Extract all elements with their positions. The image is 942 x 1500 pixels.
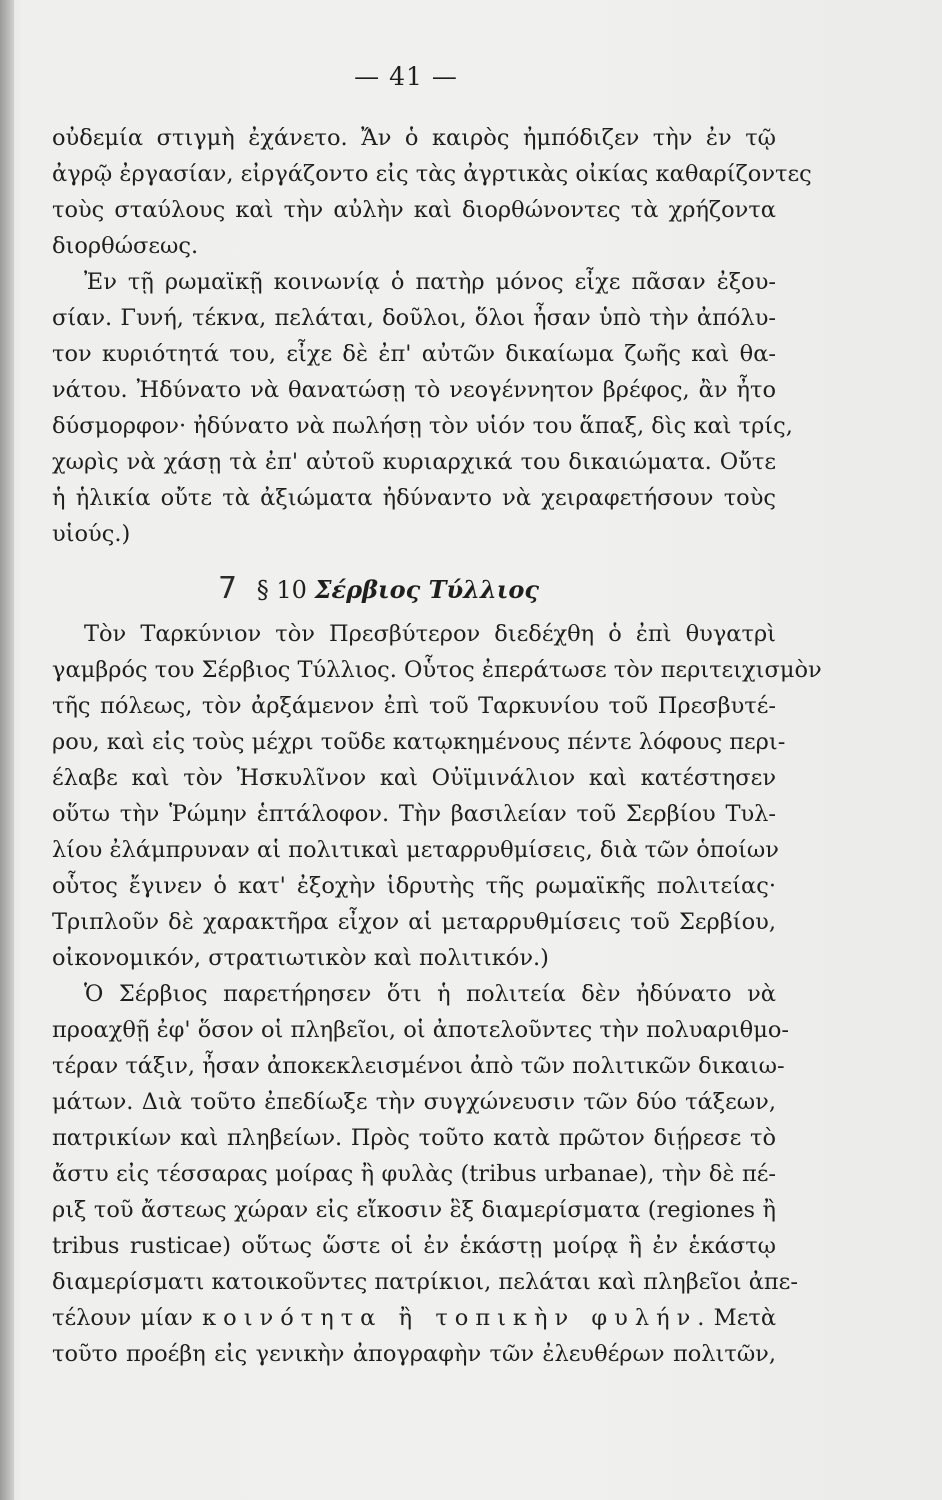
text-line: διαμερίσματι κατοικοῦντες πατρίκιοι, πελάται καὶ πληβεῖοι ἀπε- [52,1269,798,1295]
text-line: ρου, καὶ εἰς τοὺς μέχρι τοῦδε κατῳκημένους πέντε λόφους περι- [52,729,786,755]
text-line-spaced [52,1302,776,1334]
text-line: σίαν. Γυνή, τέκνα, πελάται, δοῦλοι, ὅλοι ἦσαν ὑπὸ τὴν ἀπόλυ- [52,305,776,331]
text-line: ἄστυ εἰς τέσσαρας μοίρας ἢ φυλὰς (tribus urbanae), τὴν δὲ πέ- [52,1161,776,1187]
text-line: τέραν τάξιν, ἦσαν ἀποκεκλεισμένοι ἀπὸ τῶν πολιτικῶν δικαιω- [52,1053,785,1079]
text-line: μάτων. Διὰ τοῦτο ἐπεδίωξε τὴν συγχώνευσιν τῶν δύο τάξεων, [52,1089,776,1115]
section-title: Σέρβιος Τύλλιος [314,575,540,604]
text-line: τον κυριότητά του, εἶχε δὲ ἐπ' αὐτῶν δικαίωμα ζωῆς καὶ θα- [52,341,776,367]
text-line: τῆς πόλεως, τὸν ἀρξάμενον ἐπὶ τοῦ Ταρκυνίου τοῦ Πρεσβυτέ- [52,693,776,719]
section-symbol: § [256,576,269,604]
text-line: ἀγρῷ ἐργασίαν, εἰργάζοντο εἰς τὰς ἀγρτικὰς οἰκίας καθαρίζοντες [52,161,812,187]
text-line: χωρὶς νὰ χάσῃ τὰ ἐπ' αὐτοῦ κυριαρχικά του δικαιώματα. Οὔτε [52,449,776,475]
text-line: οὕτω τὴν Ῥώμην ἑπτάλοφον. Τὴν βασιλείαν τοῦ Σερβίου Τυλ- [52,801,776,827]
text-line: νάτου. Ἠδύνατο νὰ θανατώσῃ τὸ νεογέννητον βρέφος, ἂν ἦτο [52,377,776,403]
section-heading [218,572,638,607]
text-line: Ἐν τῇ ρωμαϊκῇ κοινωνίᾳ ὁ πατὴρ μόνος εἶχε πᾶσαν ἐξου- [84,269,776,295]
text-line: λίου ἐλάμπρυναν αἱ πολιτικαὶ μεταρρυθμίσεις, διὰ τῶν ὁποίων [52,837,779,863]
text-line: Τὸν Ταρκύνιον τὸν Πρεσβύτερον διεδέχθη ὁ ἐπὶ θυγατρὶ [84,621,776,647]
text-line: υἱούς.) [52,521,131,547]
page-number: — 41 — [354,62,458,91]
text-line: οὗτος ἔγινεν ὁ κατ' ἐξοχὴν ἱδρυτὴς τῆς ρωμαϊκῆς πολιτείας· [52,873,776,899]
text-line: Τριπλοῦν δὲ χαρακτῆρα εἶχον αἱ μεταρρυθμίσεις τοῦ Σερβίου, [52,909,776,935]
spaced-emphasis: κοινότητα ἢ τοπικὴν φυλήν [202,1305,698,1331]
text-line: πατρικίων καὶ πληβείων. Πρὸς τοῦτο κατὰ πρῶτον διῄρεσε τὸ [52,1125,776,1151]
text-line: προαχθῇ ἐφ' ὅσον οἱ πληβεῖοι, οἱ ἀποτελοῦντες τὴν πολυαριθμο- [52,1017,789,1043]
text-line: τοὺς σταύλους καὶ τὴν αὐλὴν καὶ διορθώνοντες τὰ χρήζοντα [52,197,776,223]
text-line: tribus rusticae) οὕτως ὥστε οἱ ἐν ἑκάστῃ μοίρᾳ ἢ ἐν ἑκάστῳ [52,1233,776,1259]
text-line: οἰκονομικόν, στρατιωτικὸν καὶ πολιτικόν.) [52,945,549,971]
handwritten-mark: 7 [218,571,238,606]
text-line: Ὁ Σέρβιος παρετήρησεν ὅτι ἡ πολιτεία δὲν ἠδύνατο νὰ [84,981,776,1007]
text-line: δύσμορφον· ἠδύνατο νὰ πωλήσῃ τὸν υἱόν του ἅπαξ, δὶς καὶ τρίς, [52,413,793,439]
text-line: γαμβρός του Σέρβιος Τύλλιος. Οὗτος ἐπεράτωσε τὸν περιτειχισμὸν [52,657,822,683]
text-line: διορθώσεως. [52,233,199,259]
text-line: έλαβε καὶ τὸν Ἠσκυλῖνον καὶ Οὐϊμινάλιον καὶ κατέστησεν [52,765,776,791]
text-line: οὐδεμία στιγμὴ ἐχάνετο. Ἄν ὁ καιρὸς ἠμπόδιζεν τὴν ἐν τῷ [52,125,776,151]
text-line: ἡ ἡλικία οὔτε τὰ ἀξιώματα ἠδύναντο νὰ χειραφετήσουν τοὺς [52,485,776,511]
page-gutter-shadow [0,0,14,1500]
section-number: 10 [276,576,307,604]
text-line: τοῦτο προέβη εἰς γενικὴν ἀπογραφὴν τῶν ἐλευθέρων πολιτῶν, [52,1341,776,1367]
text-run: τέλουν μίαν [52,1305,203,1331]
text-line: ριξ τοῦ ἄστεως χώραν εἰς εἴκοσιν ἓξ διαμερίσματα (regiones ἢ [52,1197,776,1223]
text-run: . Μετὰ [697,1305,777,1331]
